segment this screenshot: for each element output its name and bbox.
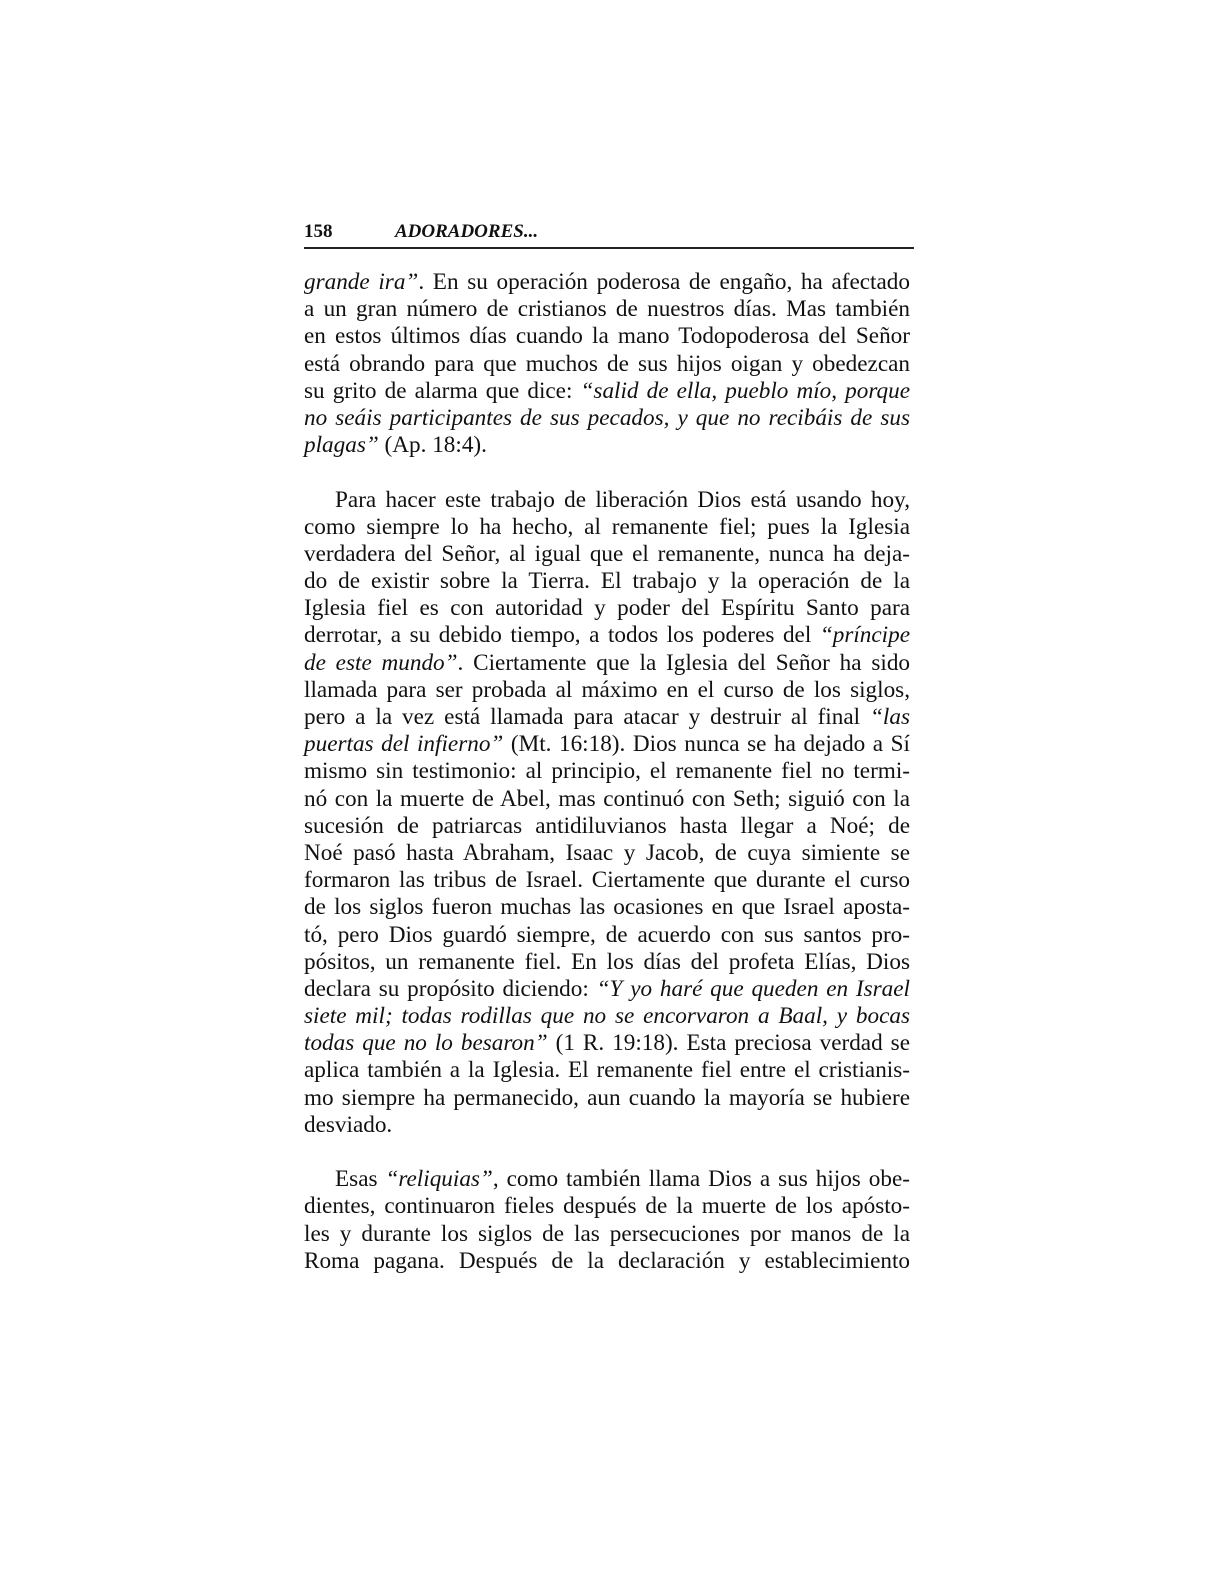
text-run: está obrando para que muchos de sus hijos oigan y obedezcan: [304, 350, 910, 377]
text-run: Roma pagana. Después de la declaración y establecimiento: [304, 1247, 910, 1274]
paragraph-gap: [304, 459, 910, 486]
text-line: [304, 323, 910, 350]
text-line: [304, 922, 910, 949]
text-line: [304, 867, 910, 894]
text-run: formaron las tribus de Israel. Ciertamente que durante el curso: [304, 867, 910, 894]
text-run: do de existir sobre la Tierra. El trabajo y la operación de la: [304, 568, 910, 595]
text-line: [304, 296, 910, 323]
text-run: como siempre lo ha hecho, al remanente fiel; pues la Iglesia: [304, 513, 910, 540]
text-run: . Ciertamente que la Iglesia del Señor ha sido: [457, 649, 911, 676]
text-line: [304, 1057, 910, 1084]
text-line: [304, 786, 910, 813]
text-line: [304, 1221, 910, 1248]
text-line: [304, 1003, 910, 1030]
body-text: [304, 269, 910, 1275]
text-run: de los siglos fueron muchas las ocasiones en que Israel aposta-: [304, 894, 910, 921]
text-run: sucesión de patriarcas antidiluvianos hasta llegar a Noé; de: [304, 812, 910, 839]
paragraph: [304, 269, 910, 459]
text-line: [304, 1193, 910, 1220]
italic-quote: “salid de ella, pueblo mío, porque: [580, 377, 910, 404]
paragraph-gap: [304, 1139, 910, 1166]
text-run: Noé pasó hasta Abraham, Isaac y Jacob, de cuya simiente se: [304, 839, 910, 866]
page-number: 158: [304, 221, 333, 242]
text-run: Iglesia fiel es con autoridad y poder del Espíritu Santo para: [304, 595, 910, 622]
text-run: (Mt. 16:18). Dios nunca se ha dejado a Sí: [503, 731, 910, 758]
italic-quote: “reliquias”: [385, 1166, 493, 1193]
text-run: llamada para ser probada al máximo en el curso de los siglos,: [304, 676, 910, 703]
text-run: . En su operación poderosa de engaño, ha afectado: [418, 269, 910, 295]
text-line: [304, 650, 910, 677]
paragraph: [304, 487, 910, 1140]
paragraph: [304, 1166, 910, 1275]
text-line: [304, 840, 910, 867]
text-run: aplica también a la Iglesia. El remanente fiel entre el cristianis-: [304, 1057, 910, 1084]
text-line: [304, 677, 910, 704]
italic-quote: plagas”: [304, 432, 379, 459]
text-run: les y durante los siglos de las persecuciones por manos de la: [304, 1220, 910, 1247]
text-line: [304, 541, 910, 568]
text-run: desviado.: [304, 1111, 393, 1138]
text-run: verdadera del Señor, al igual que el remanente, nunca ha deja-: [304, 540, 910, 567]
text-line: [304, 976, 910, 1003]
text-run: declara su propósito diciendo:: [304, 975, 597, 1002]
text-run: nó con la muerte de Abel, mas continuó con Seth; siguió con la: [304, 785, 910, 812]
text-line: [304, 622, 910, 649]
book-title: ADORADORES...: [395, 221, 539, 242]
text-line: [304, 1112, 910, 1139]
italic-quote: “las: [870, 704, 910, 730]
text-line: [304, 949, 910, 976]
text-line: [304, 758, 910, 785]
italic-quote: “príncipe: [819, 622, 910, 649]
text-run: tó, pero Dios guardó siempre, de acuerdo con sus santos pro-: [304, 921, 910, 948]
italic-quote: de este mundo”: [304, 649, 458, 676]
text-run: en estos últimos días cuando la mano Todopoderosa del Señor: [304, 323, 910, 350]
text-line: [304, 351, 910, 378]
text-line: [304, 704, 910, 731]
text-run: a un gran número de cristianos de nuestros días. Mas también: [304, 296, 910, 323]
italic-quote: todas que no lo besaron”: [304, 1030, 548, 1057]
text-run: mismo sin testimonio: al principio, el remanente fiel no termi-: [304, 758, 910, 785]
italic-quote: no seáis participantes de sus pecados, y que no recibáis de sus: [304, 404, 910, 431]
text-run: su grito de alarma que dice:: [304, 377, 581, 404]
text-run: (1 R. 19:18). Esta preciosa verdad se: [547, 1030, 910, 1057]
italic-quote: puertas del infierno”: [304, 731, 504, 758]
text-line: [304, 1248, 910, 1275]
text-run: derrotar, a su debido tiempo, a todos los poderes del: [304, 622, 820, 649]
text-line: [304, 487, 910, 514]
text-line: [304, 595, 910, 622]
text-run: pero a la vez está llamada para atacar y destruir al final: [304, 704, 871, 730]
text-line: [304, 1085, 910, 1112]
text-line: [304, 894, 910, 921]
running-header: [304, 219, 914, 249]
italic-quote: “Y yo haré que queden en Israel: [596, 975, 910, 1002]
italic-quote: grande ira”: [304, 269, 419, 295]
text-run: (Ap. 18:4).: [378, 432, 487, 459]
text-line: [304, 514, 910, 541]
text-run: Para hacer este trabajo de liberación Dios está usando hoy,: [335, 486, 910, 513]
text-run: Esas: [335, 1166, 386, 1193]
text-line: [304, 405, 910, 432]
text-line: [304, 1030, 910, 1057]
text-line: [304, 378, 910, 405]
text-line: [304, 269, 910, 296]
text-line: [304, 1166, 910, 1193]
text-line: [304, 568, 910, 595]
text-run: dientes, continuaron fieles después de la muerte de los apósto-: [304, 1193, 910, 1220]
text-line: [304, 813, 910, 840]
text-line: [304, 432, 910, 459]
italic-quote: siete mil; todas rodillas que no se encorvaron a Baal, y bocas: [304, 1003, 910, 1030]
text-run: mo siempre ha permanecido, aun cuando la mayoría se hubiere: [304, 1084, 910, 1111]
text-run: , como también llama Dios a sus hijos obe-: [492, 1166, 910, 1193]
text-run: pósitos, un remanente fiel. En los días del profeta Elías, Dios: [304, 948, 910, 975]
text-line: [304, 731, 910, 758]
